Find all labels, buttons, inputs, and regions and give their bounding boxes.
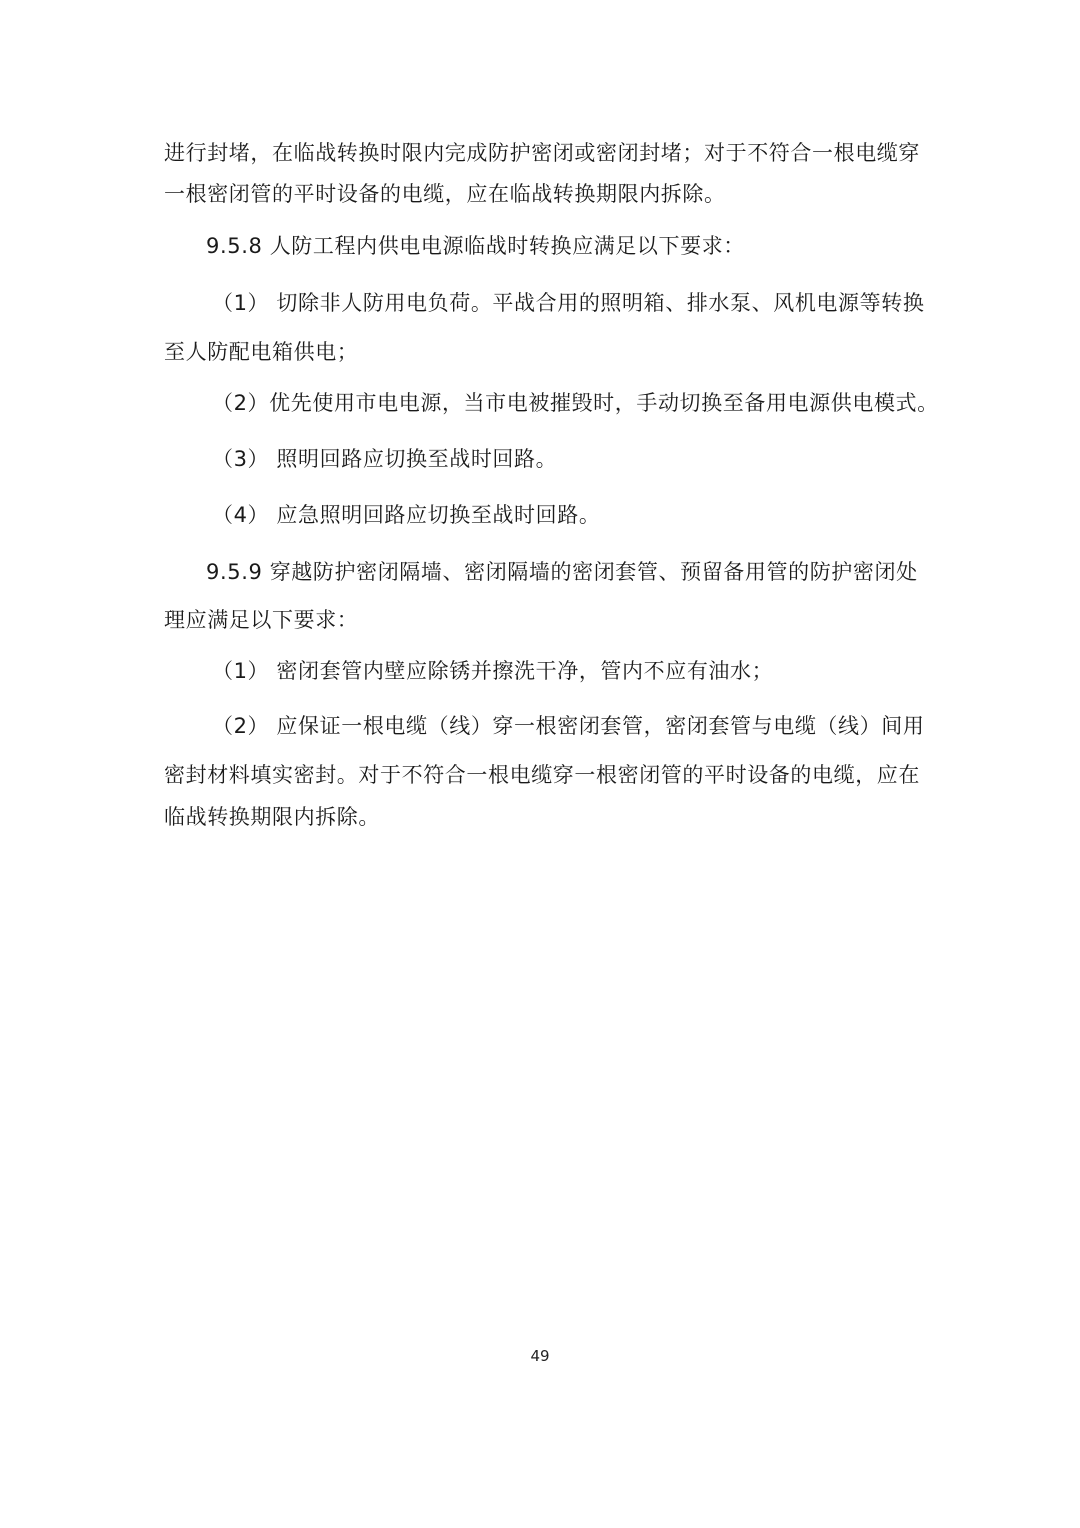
list-item: （3） 照明回路应切换至战时回路。 [212,447,558,471]
text-line: 一根密闭管的平时设备的电缆，应在临战转换期限内拆除。 [164,182,726,206]
text-line: 密封材料填实密封。对于不符合一根电缆穿一根密闭管的平时设备的电缆，应在 [164,763,920,787]
list-item: （1） 切除非人防用电负荷。平战合用的照明箱、排水泵、风机电源等转换 [212,291,925,315]
section-heading-9-5-9: 9.5.9 穿越防护密闭隔墙、密闭隔墙的密闭套管、预留备用管的防护密闭处 [206,560,918,584]
text-line: 理应满足以下要求： [164,608,359,632]
list-item: （1） 密闭套管内壁应除锈并擦洗干净，管内不应有油水； [212,659,774,683]
text-line: 进行封堵，在临战转换时限内完成防护密闭或密闭封堵；对于不符合一根电缆穿 [164,141,920,165]
list-item: （2）优先使用市电电源，当市电被摧毁时，手动切换至备用电源供电模式。 [212,391,939,415]
text-line: 至人防配电箱供电； [164,340,359,364]
section-heading-9-5-8: 9.5.8 人防工程内供电电源临战时转换应满足以下要求： [206,234,745,258]
text-line: 临战转换期限内拆除。 [164,805,380,829]
page-number: 49 [530,1347,550,1365]
list-item: （4） 应急照明回路应切换至战时回路。 [212,503,601,527]
list-item: （2） 应保证一根电缆（线）穿一根密闭套管，密闭套管与电缆（线）间用 [212,714,925,738]
